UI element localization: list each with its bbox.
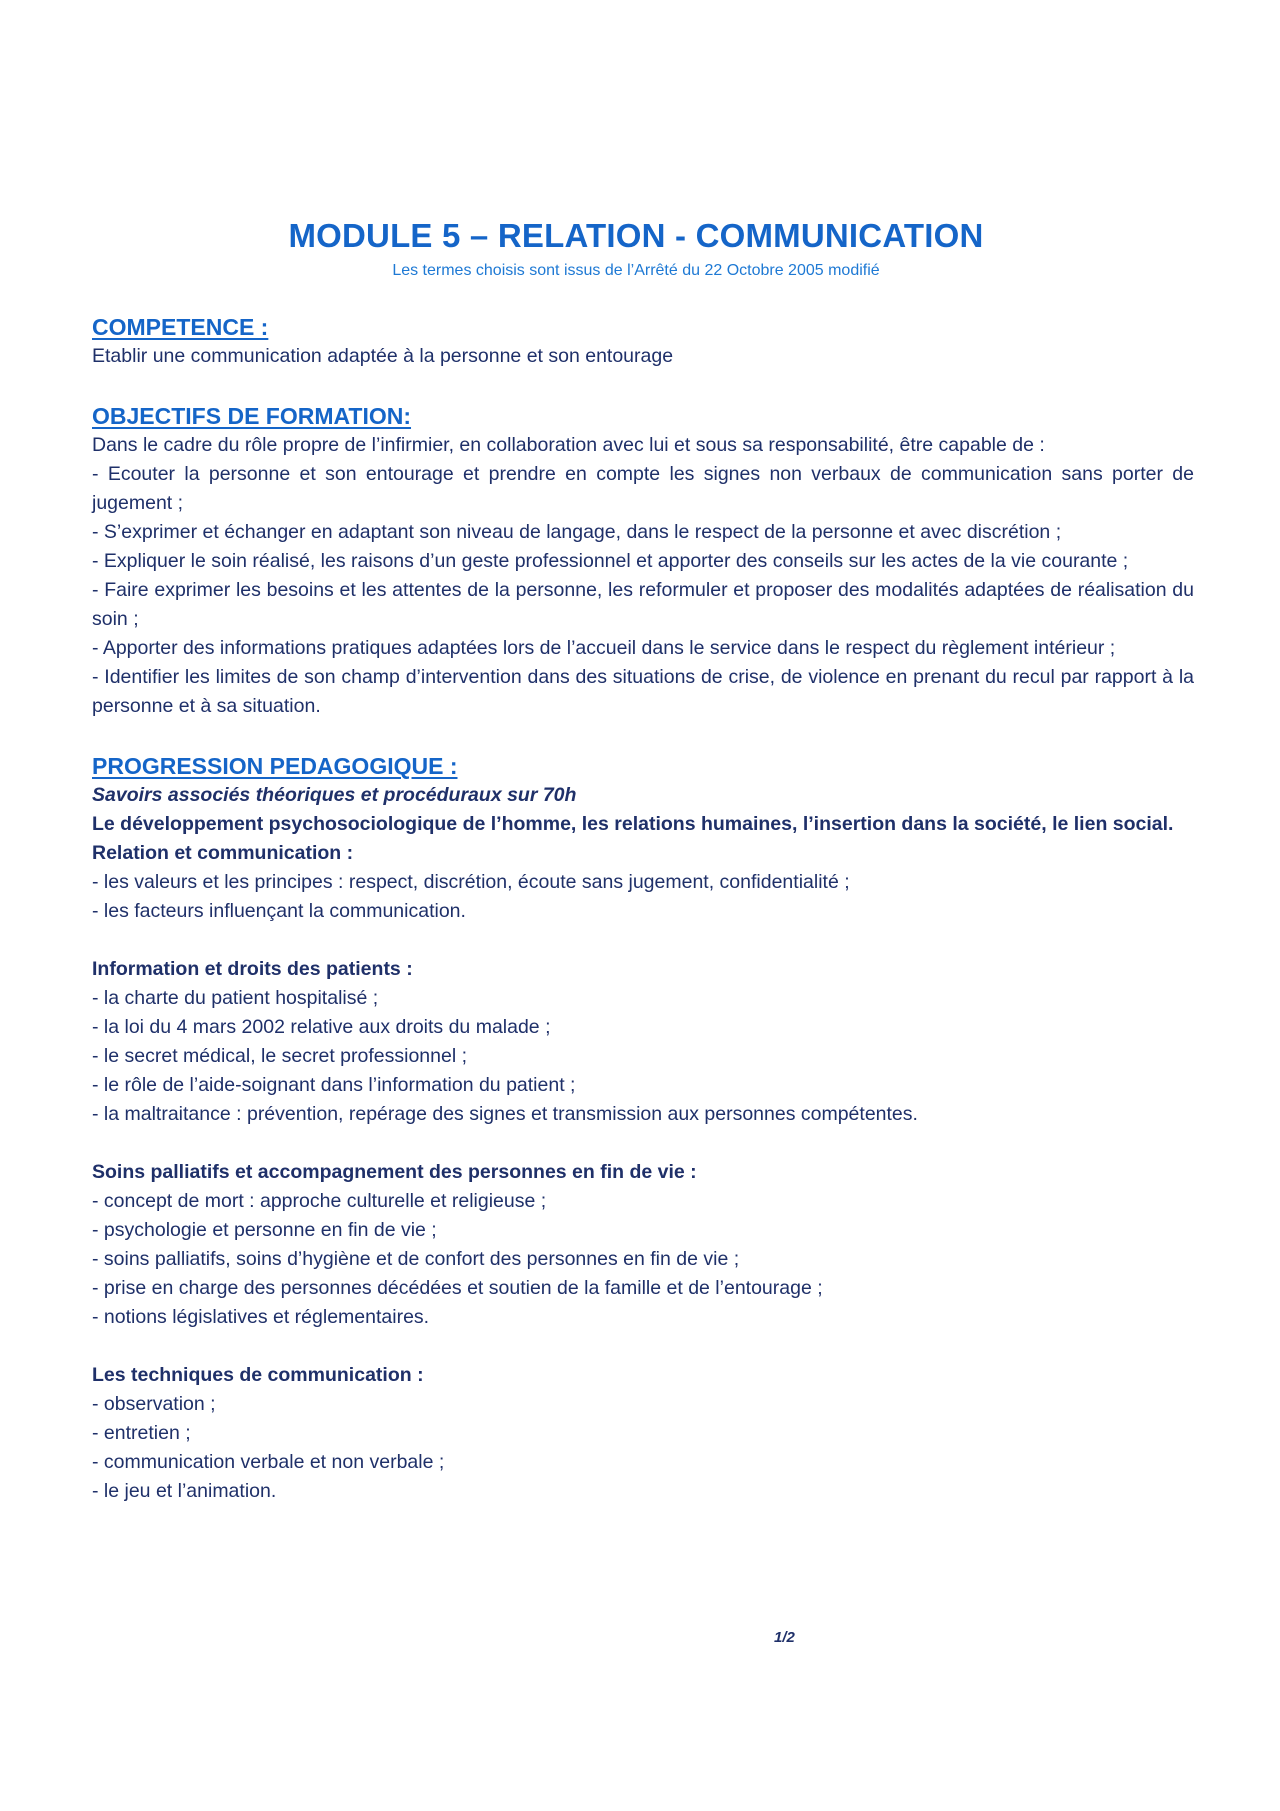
list-item: - la loi du 4 mars 2002 relative aux droits du malade ; <box>92 1016 551 1038</box>
competence-heading: COMPETENCE : <box>92 314 269 340</box>
list-item: - entretien ; <box>92 1422 191 1444</box>
information-title: Information et droits des patients : <box>92 958 413 980</box>
objectif-item: - Expliquer le soin réalisé, les raisons d’un geste professionnel et apporter des conseils sur les actes de la vie courante ; <box>92 550 1129 572</box>
relation-title: Relation et communication : <box>92 842 354 864</box>
document-subtitle: Les termes choisis sont issus de l’Arrêté du 22 Octobre 2005 modifié <box>392 262 880 279</box>
list-item: - observation ; <box>92 1393 216 1415</box>
spacer <box>92 1332 1194 1361</box>
objectif-item: - Identifier les limites de son champ d’intervention dans des situations de crise, de violence en prenant du recul par rapport à la personne et à sa situation. <box>92 666 1194 717</box>
list-item: - soins palliatifs, soins d’hygiène et de confort des personnes en fin de vie ; <box>92 1248 740 1270</box>
list-item: - la maltraitance : prévention, repérage des signes et transmission aux personnes compétentes. <box>92 1103 918 1125</box>
list-item: - les valeurs et les principes : respect, discrétion, écoute sans jugement, confidentialité ; <box>92 871 850 893</box>
list-item: - prise en charge des personnes décédées et soutien de la famille et de l’entourage ; <box>92 1277 823 1299</box>
list-item: - concept de mort : approche culturelle et religieuse ; <box>92 1190 547 1212</box>
page-number: 1/2 <box>774 1629 795 1646</box>
list-item: - le rôle de l’aide-soignant dans l’information du patient ; <box>92 1074 576 1096</box>
competence-text: Etablir une communication adaptée à la personne et son entourage <box>92 345 674 367</box>
list-item: - communication verbale et non verbale ; <box>92 1451 445 1473</box>
objectif-item: - S’exprimer et échanger en adaptant son niveau de langage, dans le respect de la personne et avec discrétion ; <box>92 521 1062 543</box>
objectif-item: - Faire exprimer les besoins et les attentes de la personne, les reformuler et proposer des modalités adaptées de réalisation du soin ; <box>92 579 1194 630</box>
spacer <box>92 1129 1194 1158</box>
document-title: MODULE 5 – RELATION - COMMUNICATION <box>288 217 984 254</box>
objectifs-intro: Dans le cadre du rôle propre de l’infirmier, en collaboration avec lui et sous sa responsabilité, être capable de : <box>92 434 1045 456</box>
list-item: - les facteurs influençant la communication. <box>92 900 466 922</box>
list-item: - le jeu et l’animation. <box>92 1480 277 1502</box>
list-item: - le secret médical, le secret professionnel ; <box>92 1045 467 1067</box>
spacer <box>92 926 1194 955</box>
techniques-title: Les techniques de communication : <box>92 1364 424 1386</box>
objectif-item: - Apporter des informations pratiques adaptées lors de l’accueil dans le service dans le respect du règlement intérieur ; <box>92 637 1116 659</box>
objectif-item: - Ecouter la personne et son entourage et prendre en compte les signes non verbaux de communication sans porter de jugement ; <box>92 463 1194 514</box>
list-item: - psychologie et personne en fin de vie ; <box>92 1219 437 1241</box>
progression-heading: PROGRESSION PEDAGOGIQUE : <box>92 753 458 779</box>
list-item: - notions législatives et réglementaires. <box>92 1306 430 1328</box>
soins-title: Soins palliatifs et accompagnement des personnes en fin de vie : <box>92 1161 697 1183</box>
document-page <box>92 216 1194 1506</box>
list-item: - la charte du patient hospitalisé ; <box>92 987 379 1009</box>
savoirs-line: Savoirs associés théoriques et procéduraux sur 70h <box>92 784 577 806</box>
developpement-line: Le développement psychosociologique de l’homme, les relations humaines, l’insertion dans la société, le lien social. <box>92 813 1174 835</box>
objectifs-heading: OBJECTIFS DE FORMATION: <box>92 403 412 429</box>
